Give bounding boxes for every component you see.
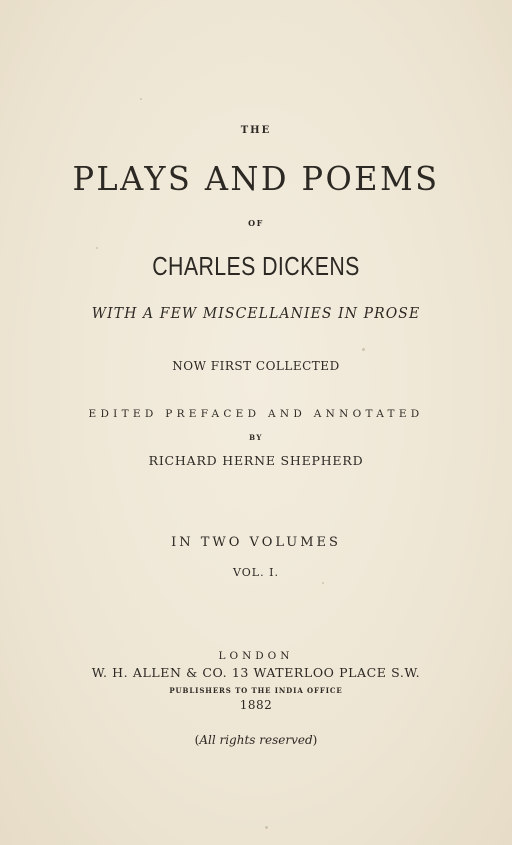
by-line: BY bbox=[249, 433, 263, 442]
publication-city: LONDON bbox=[218, 650, 294, 662]
paper-speck bbox=[362, 348, 365, 351]
paper-speck bbox=[96, 247, 98, 249]
book-subtitle: WITH A FEW MISCELLANIES IN PROSE bbox=[91, 304, 421, 322]
title-of: OF bbox=[248, 218, 264, 228]
collection-note: NOW FIRST COLLECTED bbox=[172, 359, 340, 373]
paper-speck bbox=[265, 826, 268, 829]
rights-text: All rights reserved bbox=[199, 733, 313, 747]
editorial-note: EDITED PREFACED AND ANNOTATED bbox=[88, 408, 424, 420]
author-name: CHARLES DICKENS bbox=[152, 251, 360, 281]
rights-close-paren: ) bbox=[312, 733, 318, 747]
book-title: PLAYS AND POEMS bbox=[72, 159, 440, 198]
rights-open-paren: ( bbox=[194, 733, 200, 747]
title-article: THE bbox=[240, 125, 272, 136]
paper-speck bbox=[140, 98, 142, 100]
volume-number: VOL. I. bbox=[233, 566, 279, 579]
editor-name: RICHARD HERNE SHEPHERD bbox=[148, 453, 364, 468]
paper-speck bbox=[322, 582, 324, 584]
publisher-note: PUBLISHERS TO THE INDIA OFFICE bbox=[169, 686, 343, 695]
volume-count: IN TWO VOLUMES bbox=[171, 535, 341, 550]
publisher-name: W. H. ALLEN & CO. 13 WATERLOO PLACE S.W. bbox=[91, 665, 421, 680]
publication-year: 1882 bbox=[239, 698, 273, 712]
rights-notice bbox=[0, 734, 512, 746]
